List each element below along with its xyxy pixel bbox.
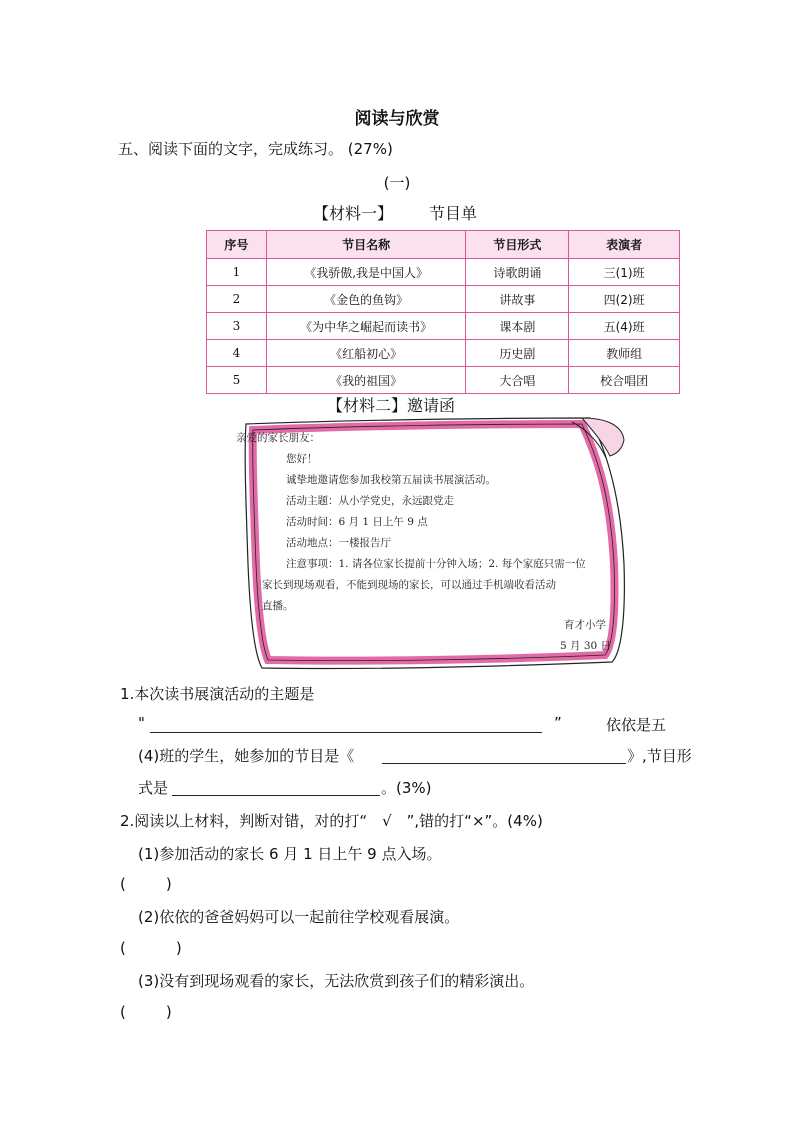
cell-seq: 4 xyxy=(207,340,267,367)
letter-notes-line2: 家长到现场观看，不能到现场的家长，可以通过手机端收看活动 xyxy=(262,579,556,591)
cell-seq: 1 xyxy=(207,259,267,286)
cell-performer: 教师组 xyxy=(569,340,680,367)
letter-notes-line1: 注意事项：1. 请各位家长提前十分钟入场；2. 每个家庭只需一位 xyxy=(286,558,586,570)
cell-seq: 5 xyxy=(207,367,267,394)
question-2-stem: 2.阅读以上材料，判断对错，对的打“ √ ”,错的打“×”。(4%) xyxy=(120,812,543,830)
answer-blank-theme[interactable] xyxy=(150,716,542,733)
cell-form: 大合唱 xyxy=(466,367,569,394)
page-title: 阅读与欣赏 xyxy=(354,109,440,129)
question-1-line4-head: 式是 xyxy=(138,779,169,797)
letter-greeting: 亲爱的家长朋友： xyxy=(236,432,320,444)
cell-name: 《金色的鱼钩》 xyxy=(266,286,466,313)
letter-hello: 您好！ xyxy=(286,453,318,465)
cell-name: 《我的祖国》 xyxy=(266,367,466,394)
program-table xyxy=(206,230,680,394)
section-heading: 五、阅读下面的文字，完成练习。 (27%) xyxy=(118,140,393,158)
cell-performer: 三(1)班 xyxy=(569,259,680,286)
question-1-stem: 1.本次读书展演活动的主题是 xyxy=(120,685,315,703)
cell-name: 《为中华之崛起而读书》 xyxy=(266,313,466,340)
answer-blank-form[interactable] xyxy=(172,779,380,796)
cell-performer: 五(4)班 xyxy=(569,313,680,340)
cell-name: 《红船初心》 xyxy=(266,340,466,367)
cell-seq: 2 xyxy=(207,286,267,313)
question-1-line3-tail: 》,节目形 xyxy=(627,747,692,765)
question-1-line3-head: (4)班的学生，她参加的节目是《 xyxy=(138,747,355,765)
paren-close: ) xyxy=(175,939,182,957)
table-row xyxy=(207,367,680,394)
table-row xyxy=(207,259,680,286)
answer-paren-3[interactable] xyxy=(120,1003,172,1021)
paren-close: ) xyxy=(165,1003,172,1021)
cell-seq: 3 xyxy=(207,313,267,340)
header-name: 节目名称 xyxy=(266,231,466,259)
cell-performer: 四(2)班 xyxy=(569,286,680,313)
paren-open: ( xyxy=(120,1003,126,1021)
table-row xyxy=(207,313,680,340)
question-2-item-2: (2)依依的爸爸妈妈可以一起前往学校观看展演。 xyxy=(138,908,460,926)
letter-invite: 诚挚地邀请您参加我校第五届读书展演活动。 xyxy=(286,474,496,486)
header-form: 节目形式 xyxy=(466,231,569,259)
letter-place: 活动地点：一楼报告厅 xyxy=(286,537,391,549)
cell-performer: 校合唱团 xyxy=(569,367,680,394)
letter-time: 活动时间：6 月 1 日上午 9 点 xyxy=(286,516,428,528)
question-1-open-quote: " xyxy=(138,714,145,732)
cell-form: 诗歌朗诵 xyxy=(466,259,569,286)
letter-notes-line3: 直播。 xyxy=(262,600,294,612)
cell-form: 历史剧 xyxy=(466,340,569,367)
table-row xyxy=(207,286,680,313)
letter-theme: 活动主题：从小学党史，永远跟党走 xyxy=(286,495,454,507)
question-2-item-1: (1)参加活动的家长 6 月 1 日上午 9 点入场。 xyxy=(138,845,442,863)
material-one-label: 【材料一】 xyxy=(313,204,394,223)
paren-open: ( xyxy=(120,939,126,957)
cell-name: 《我骄傲,我是中国人》 xyxy=(266,259,466,286)
question-1-line4-tail: 。(3%) xyxy=(381,779,432,797)
paren-open: ( xyxy=(120,875,126,893)
letter-date: 5 月 30 日 xyxy=(560,640,612,652)
table-row xyxy=(207,340,680,367)
answer-paren-1[interactable] xyxy=(120,875,172,893)
letter-signature: 育才小学 xyxy=(564,619,606,631)
question-1-line2-tail: 依依是五 xyxy=(606,716,667,734)
header-seq: 序号 xyxy=(207,231,267,259)
material-two-heading: 【材料二】邀请函 xyxy=(327,396,456,415)
table-header-row xyxy=(207,231,680,259)
question-2-item-3: (3)没有到现场观看的家长，无法欣赏到孩子们的精彩演出。 xyxy=(138,972,535,990)
paren-close: ) xyxy=(165,875,172,893)
answer-paren-2[interactable] xyxy=(120,939,182,957)
part-number: (一) xyxy=(383,174,411,192)
question-1-close-quote: ” xyxy=(554,714,562,732)
material-one-title: 节目单 xyxy=(429,204,478,223)
material-one-heading xyxy=(313,201,477,224)
cell-form: 讲故事 xyxy=(466,286,569,313)
answer-blank-program[interactable] xyxy=(382,747,626,764)
cell-form: 课本剧 xyxy=(466,313,569,340)
header-performer: 表演者 xyxy=(569,231,680,259)
